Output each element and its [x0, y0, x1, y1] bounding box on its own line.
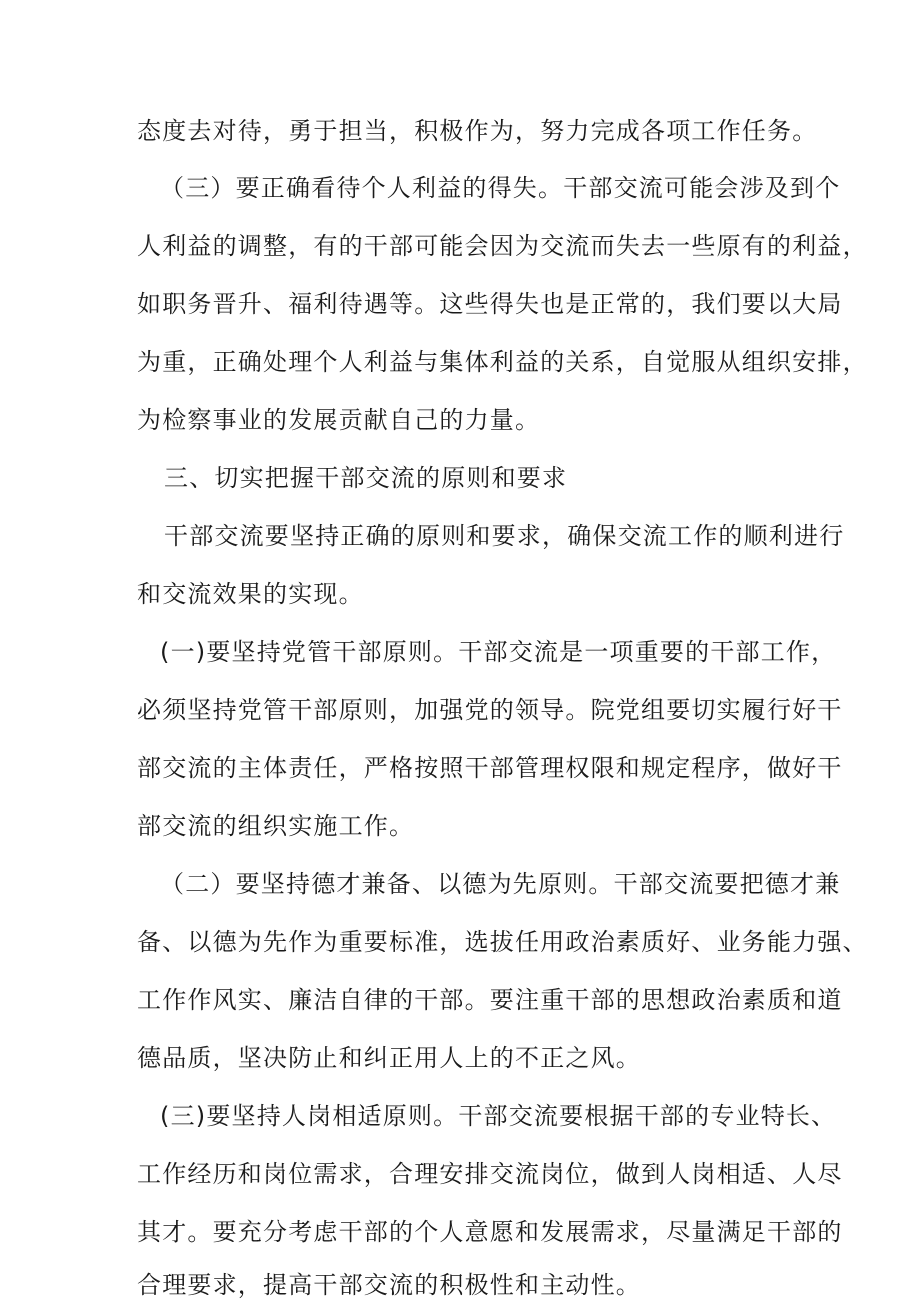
text-line: 合理要求，提高干部交流的积极性和主动性。 — [137, 1271, 641, 1299]
text-line: (一)要坚持党管干部原则。干部交流是一项重要的干部工作， — [160, 638, 837, 666]
text-line: （三）要正确看待个人利益的得失。干部交流可能会涉及到个 — [160, 174, 841, 202]
text-line: 备、以德为先作为重要标准，选拔任用政治素质好、业务能力强、 — [137, 928, 868, 956]
text-line: 其才。要充分考虑干部的个人意愿和发展需求，尽量满足干部的 — [137, 1218, 843, 1246]
text-line: 工作作风实、廉洁自律的干部。要注重干部的思想政治素质和道 — [137, 986, 843, 1014]
text-line: (三)要坚持人岗相适原则。干部交流要根据干部的专业特长、 — [160, 1102, 837, 1130]
text-line: 德品质，坚决防止和纠正用人上的不正之风。 — [137, 1044, 641, 1072]
text-line: 如职务晋升、福利待遇等。这些得失也是正常的，我们要以大局 — [137, 290, 843, 318]
text-line: 态度去对待，勇于担当，积极作为，努力完成各项工作任务。 — [137, 117, 818, 145]
text-line: 人利益的调整，有的干部可能会因为交流而失去一些原有的利益， — [137, 232, 868, 260]
heading-line: 三、切实把握干部交流的原则和要求 — [164, 464, 568, 492]
text-line: （二）要坚持德才兼备、以德为先原则。干部交流要把德才兼 — [160, 870, 841, 898]
text-line: 和交流效果的实现。 — [137, 580, 364, 608]
text-line: 必须坚持党管干部原则，加强党的领导。院党组要切实履行好干 — [137, 696, 843, 724]
text-line: 部交流的组织实施工作。 — [137, 812, 415, 840]
text-line: 为检察事业的发展贡献自己的力量。 — [137, 406, 541, 434]
text-line: 干部交流要坚持正确的原则和要求，确保交流工作的顺利进行 — [164, 522, 845, 550]
text-line: 部交流的主体责任，严格按照干部管理权限和规定程序，做好干 — [137, 754, 843, 782]
text-line: 为重，正确处理个人利益与集体利益的关系，自觉服从组织安排， — [137, 348, 868, 376]
text-line: 工作经历和岗位需求，合理安排交流岗位，做到人岗相适、人尽 — [137, 1160, 843, 1188]
